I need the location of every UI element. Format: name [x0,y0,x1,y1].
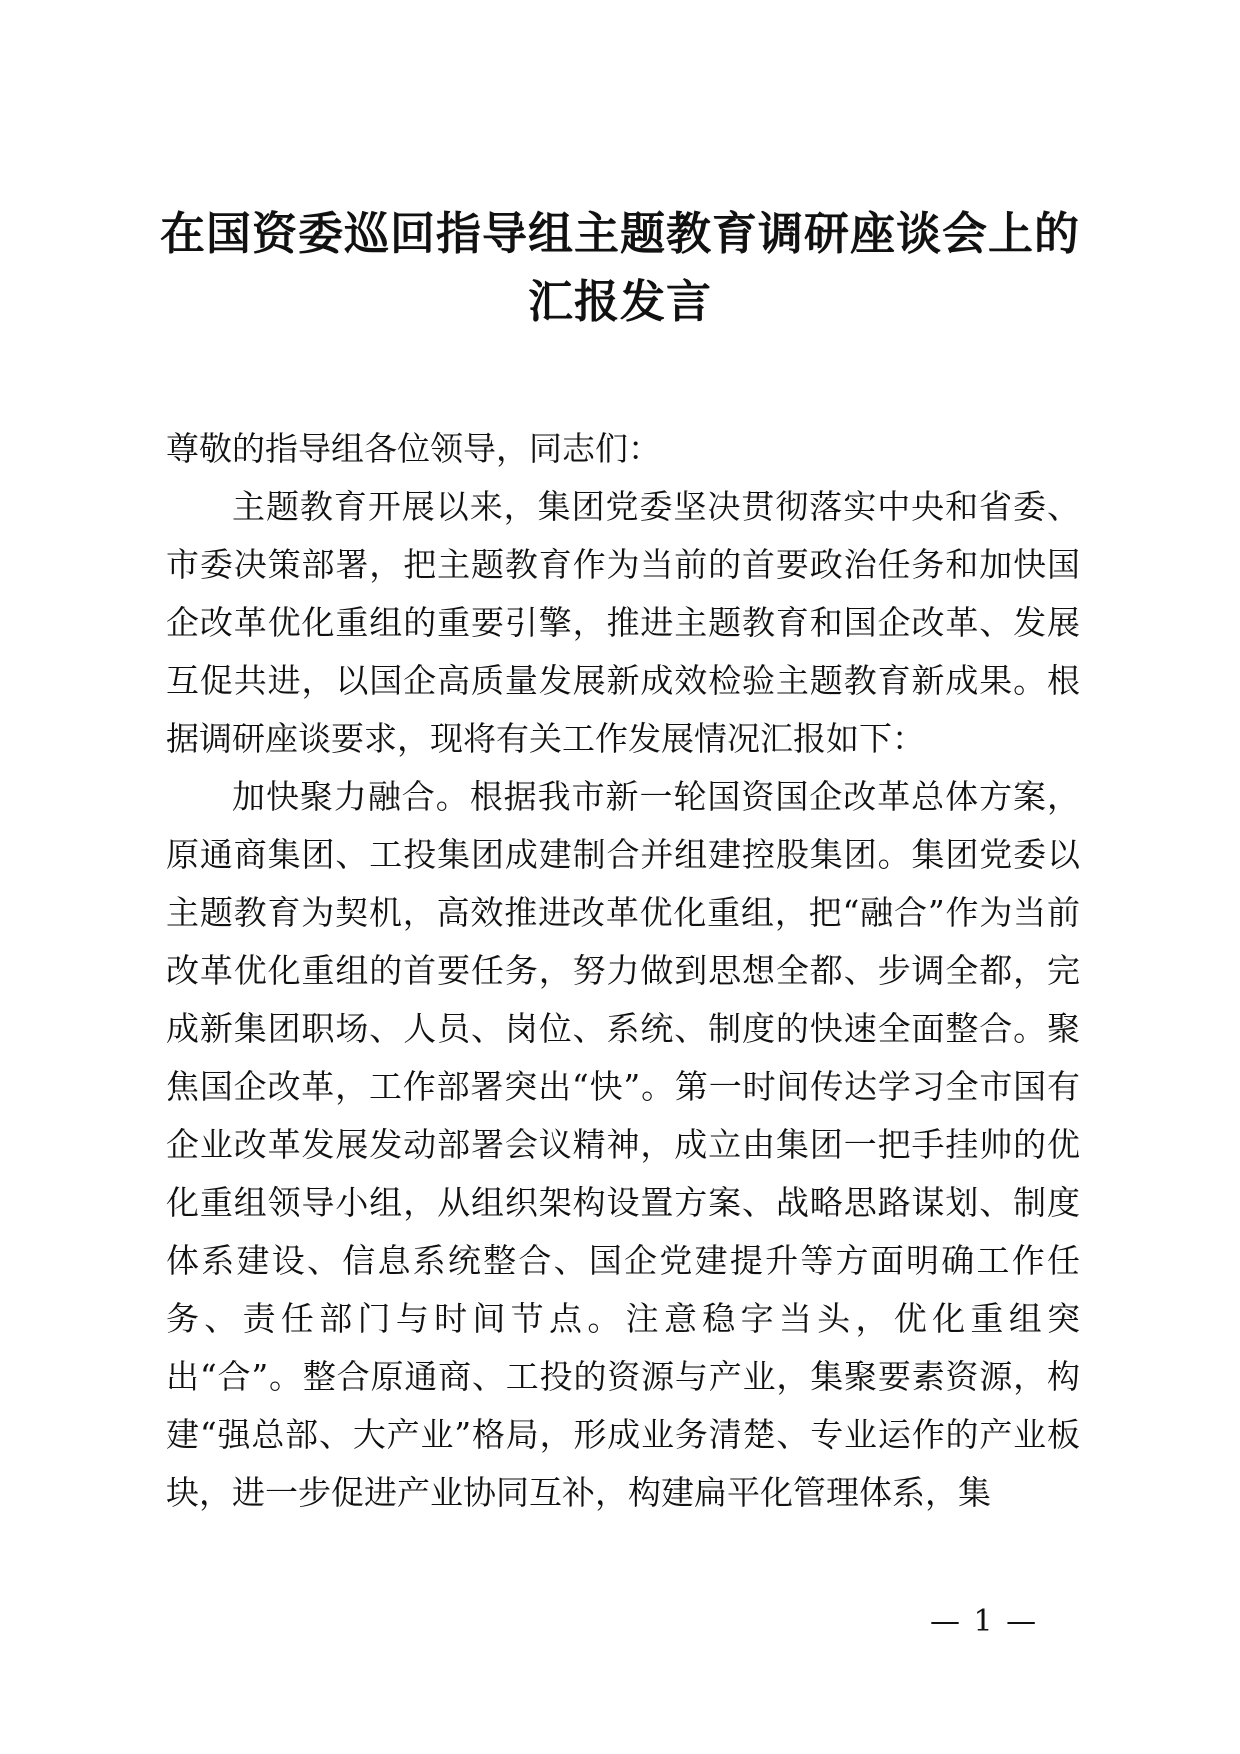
salutation: 尊敬的指导组各位领导，同志们： [166,429,661,468]
title-line-1: 在国资委巡回指导组主题教育调研座谈会上的 [159,207,1080,260]
paragraph-integration: 加快聚力融合。根据我市新一轮国资国企改革总体方案，原通商集团、工投集团成建制合并组建控股集团。集团党委以主题教育为契机，高效推进改革优化重组，把“融合”作为当前改革优化重组的首要任务，努力做到思想全都、步调全都，完成新集团职场、人员、岗位、系统、制度的快速全面整合。聚焦国企改革，工作部署突出“快”。第一时间传达学习全市国有企业改革发展发动部署会议精神，成立由集团一把手挂帅的优化重组领导小组，从组织架构设置方案、战略思路谋划、制度体系建设、信息系统整合、国企党建提升等方面明确工作任务、责任部门与时间节点。注意稳字当头，优化重组突出“合”。整合原通商、工投的资源与产业，集聚要素资源，构建“强总部、大产业”格局，形成业务清楚、专业运作的产业板块，进一步促进产业协同互补，构建扁平化管理体系，集 [166,777,1080,1512]
paragraph-intro: 主题教育开展以来，集团党委坚决贯彻落实中央和省委、市委决策部署，把主题教育作为当前的首要政治任务和加快国企改革优化重组的重要引擎，推进主题教育和国企改革、发展互促共进，以国企高质量发展新成效检验主题教育新成果。根据调研座谈要求，现将有关工作发展情况汇报如下： [166,487,1080,758]
document-body [166,420,1080,1522]
document-title [150,200,1090,336]
title-line-2: 汇报发言 [527,275,712,328]
page-number: — 1 — [930,1604,1039,1639]
